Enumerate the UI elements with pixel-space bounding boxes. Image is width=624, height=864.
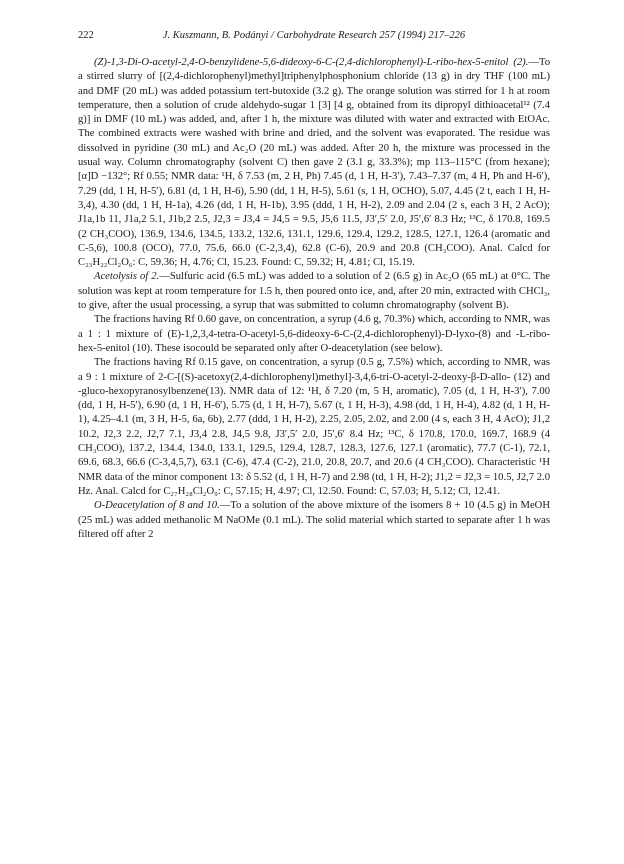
page-header — [78, 30, 550, 46]
paragraph-text: The fractions having Rf 0.15 gave, on concentration, a syrup (0.5 g, 7.5%) which, according to NMR, was a 9 : 1 mixture of 2-C-[(S)-acetoxy(2,4-dichlorophenyl)methyl]-3,4,6-tri-O-acetyl-2-deoxy-β-D-allo- (12) and -gluco-hexopyranosylbenzene(13). NMR data of 12: ¹H, δ 7.20 (m, 5 H, aromatic), 7.05 (d, 1 H, H-3′), 7.00 (dd, 1 H, H-5′), 6.90 (d, 1 H, H-6′), 5.75 (d, 1 H, H-7), 5.67 (t, 1 H, H-3), 4.98 (dd, 1 H, H-4), 4.82 (d, 1 H, H-1), 4.25–4.1 (m, 3 H, H-5, 6a, 6b), 2.77 (ddd, 1 H, H-2), 2.25, 2.05, 2.02, and 2.00 (4 s, each 3 H, 4 AcO); J1,2 10.2, J2,3 2.2, J2,7 7.1, J3,4 2.8, J4,5 9.8, J3′,5′ 2.0, J5′,6′ 8.4 Hz; ¹³C, δ 170.8, 170.0, 169.7, 168.9 (4 CH₃COO), 137.2, 134.4, 134.0, 133.1, 129.5, 129.4, 128.7, 128.3, 127.6, 127.1 (aromatic), 77.7 (C-1), 72.1, 69.6, 68.3, 66.6 (C-3,4,5,7), 63.1 (C-6), 47.4 (C-2), 21.0, 20.8, 20.7, and 20.6 (4 CH₃COO). Characteristic ¹H NMR data of the minor component 13: δ 5.52 (d, 1 H, H-7) and 2.98 (td, 1 H, H-2); J1,2 = J2,3 = 10.5, J2,7 2.0 Hz. Anal. Calcd for C₂₇H₂₈Cl₂O₉: C, 57.15; H, 4.97; Cl, 12.50. Found: C, 57.03; H, 5.12; Cl, 12.41. — [78, 357, 550, 497]
page-number: 222 — [78, 30, 94, 41]
paragraph-acetolysis — [78, 270, 550, 313]
section-heading: O-Deacetylation of 8 and 10. — [94, 500, 220, 512]
section-heading: Acetolysis of 2. — [94, 271, 160, 283]
paragraph-fraction-060 — [78, 313, 550, 356]
running-title: J. Kuszmann, B. Podányi / Carbohydrate Research 257 (1994) 217–226 — [162, 30, 466, 41]
paragraph-fraction-015 — [78, 356, 550, 499]
paragraph-deacetylation — [78, 499, 550, 542]
article-body — [78, 56, 550, 542]
paragraph-synthesis-2 — [78, 56, 550, 270]
paragraph-text: —Sulfuric acid (6.5 mL) was added to a solution of 2 (6.5 g) in Ac₂O (65 mL) at 0°C. The solution was kept at room temperature for 1.5 h, then poured onto ice, and, after 20 min, extracted with CHCl₃, to give, after the usual processing, a syrup that was submitted to column chromatography (solvent B). — [78, 271, 550, 312]
paragraph-text: —To a stirred slurry of [(2,4-dichlorophenyl)methyl]triphenylphosphonium chloride (13 g) in dry THF (100 mL) and DMF (20 mL) was added potassium tert-butoxide (3.2 g). The orange solution was stirred for 1 h at room temperature, then a solution of crude aldehydo-sugar 1 [3] [4 g, obtained from its dipropyl dithioacetal¹² (7.4 g)] in DMF (10 mL) was added, and, after 1 h, the mixture was diluted with water and extracted with EtOAc. The combined extracts were washed with brine and dried, and the solvent was evaporated. The residue was dissolved in pyridine (30 mL) and Ac₂O (20 mL) was added. After 20 h, the mixture was processed in the usual way. Column chromatography (solvent C) then gave 2 (3.1 g, 33.3%); mp 113–115°C (from hexane); [α]D −132°; Rf 0.55; NMR data: ¹H, δ 7.53 (m, 2 H, Ph) 7.45 (d, 1 H, H-3′), 7.43–7.37 (m, 4 H, Ph and H-6′), 7.29 (dd, 1 H, H-5′), 6.81 (d, 1 H, H-6), 5.90 (dd, 1 H, H-5), 5.61 (s, 1 H, OCHO), 5.07, 4.45 (2 t, each 1 H, H-3,4), 4.30 (dd, 1 H, H-1a), 4.26 (dd, 1 H, H-1b), 3.95 (ddd, 1 H, H-2), 2.09 and 2.04 (2 s, each 3 H, 2 AcO); J1a,1b 11, J1a,2 5.1, J1b,2 2.5, J2,3 = J3,4 = J4,5 = 9.5, J5,6 11.5, J3′,5′ 2.0, J5′,6′ 8.3 Hz; ¹³C, δ 170.8, 169.5 (2 CH₃COO), 136.9, 134.6, 134.5, 133.2, 132.6, 131.1, 129.6, 129.4, 129.2, 128.5, 127.1, 126.4 (aromatic and C-5,6), 100.8 (OCO), 77.0, 75.6, 66.0 (C-2,3,4), 62.8 (C-6), 20.9 and 20.8 (CH₃COO). Anal. Calcd for C₂₃H₂₂Cl₂O₆: C, 59.36; H, 4.76; Cl, 15.23. Found: C, 59.32; H, 4.81; Cl, 15.19. — [78, 57, 550, 269]
paragraph-text: The fractions having Rf 0.60 gave, on concentration, a syrup (4.6 g, 70.3%) which, according to NMR, was a 1 : 1 mixture of (E)-1,2,3,4-tetra-O-acetyl-5,6-dideoxy-6-C-(2,4-dichlorophenyl)-D-lyxo-(8) and -L-ribo-hex-5-enitol (10). These isocould be separated only after O-deacetylation (see below). — [78, 314, 550, 354]
compound-heading: (Z)-1,3-Di-O-acetyl-2,4-O-benzylidene-5,6-dideoxy-6-C-(2,4-dichlorophenyl)-L-ribo-hex-5-enitol (2). — [94, 57, 529, 68]
paragraph-text: —To a solution of the above mixture of the isomers 8 + 10 (4.5 g) in MeOH (25 mL) was added methanolic M NaOMe (0.1 mL). The solid material which started to separate after 1 h was filtered off after 2 — [78, 500, 550, 540]
